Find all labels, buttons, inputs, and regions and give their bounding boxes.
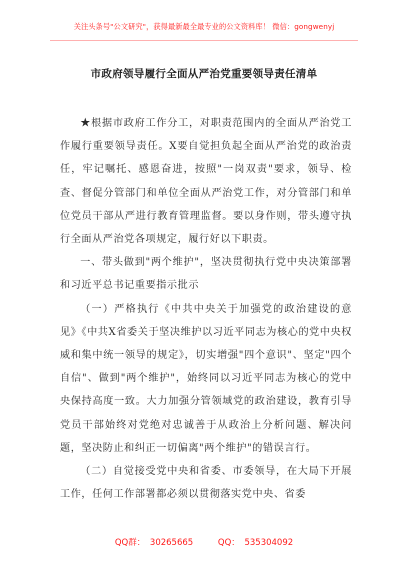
- footer-contact: [0, 536, 408, 548]
- footer-qq-number: QQ： 535304092: [217, 538, 294, 548]
- header-banner: 关注头条号"公文研究"，获得最新最全最专业的公文资料库！ 微信：gongwenyj: [73, 22, 335, 31]
- paragraph-item-1: （一）严格执行《中共中央关于加强党的政治建设的意见》《中共X省委关于坚决维护以习近平同志为核心的党中央权威和集中统一领导的规定》，切实增强"四个意识"、坚定"四个自信"、做到"两个维护"，始终同以习近平同志为核心的党中央保持高度一致。大力加强分管领域党的政治建设，教育引导党员干部始终对党绝对忠诚善于从政治上分析问题、解决问题，坚决防止和纠正一切偏离"两个维护"的错误言行。: [60, 303, 352, 454]
- paragraph-item-2: （二）自觉接受党中央和省委、市委领导，在大局下开展工作，任何工作部署都必须以贯彻落实党中央、省委: [60, 466, 352, 501]
- document-title: 市政府领导履行全面从严治党重要领导责任清单: [90, 68, 318, 80]
- section-heading-1: 一、带头做到"两个维护"，坚决贯彻执行党中央决策部署和习近平总书记重要指示批示: [60, 257, 352, 292]
- header-divider: [50, 40, 358, 41]
- paragraph-intro: ★根据市政府工作分工，对职责范围内的全面从严治党工作履行重要领导责任。X要自觉担负起全面从严治党的政治责任，牢记嘱托、感恩奋进，按照"一岗双责"要求，领导、检查、督促分管部门和单位全面从严治党工作，对分管部门和单位党员干部从严进行教育管理监督。要以身作则，带头遵守执行全面从严治党各项规定，履行好以下职责。: [60, 118, 352, 246]
- footer-qq-group: QQ群： 30265665: [114, 538, 194, 548]
- document-body: [60, 112, 352, 506]
